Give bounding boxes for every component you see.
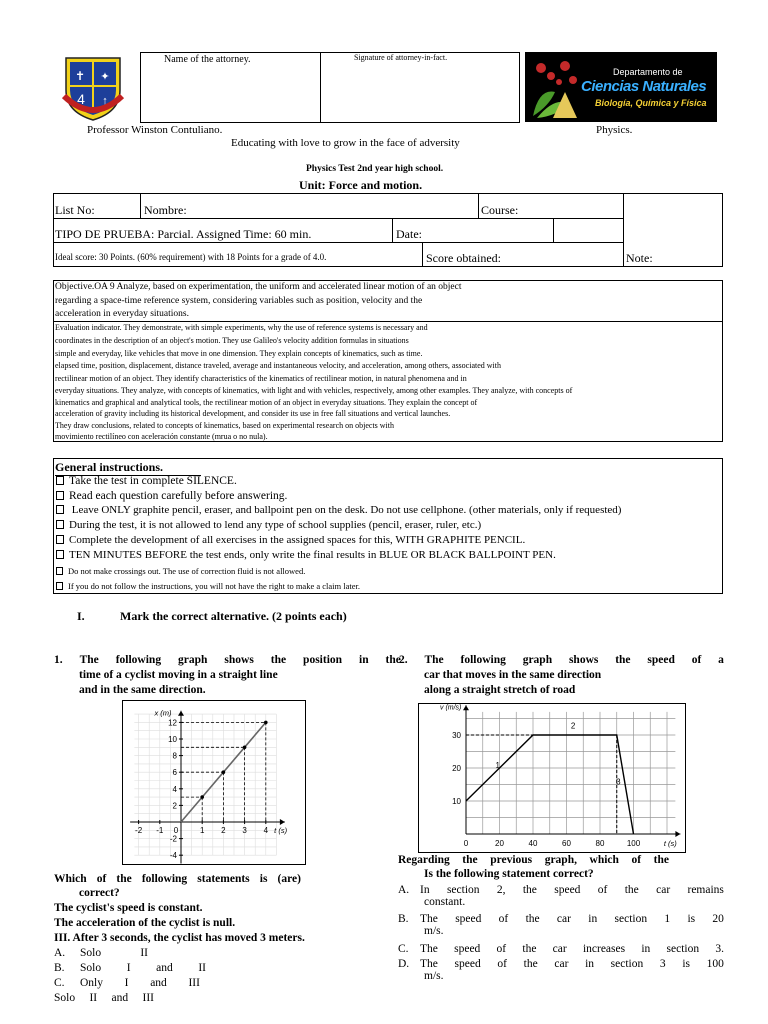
dept-line1: Departamento de: [613, 67, 683, 77]
q1-option[interactable]: [54, 977, 200, 989]
section-label: 1: [495, 761, 500, 770]
q2-word: of: [691, 654, 702, 666]
x-tick-label: 60: [562, 839, 571, 848]
q2-stem-word: graph,: [544, 854, 577, 866]
y-tick-label: 8: [172, 751, 177, 761]
evaluation-line-6: everyday situations. They analyze, with concepts of kinematics, with light and with vehicles, respectively, among other examples. They analyze, with concepts of: [55, 386, 573, 395]
subject-name: Physics.: [596, 124, 633, 136]
option-word: speed: [554, 884, 581, 896]
q1-line1: [54, 654, 401, 666]
x-axis-label: t (s): [274, 826, 288, 835]
q2-word: The: [424, 654, 444, 666]
x-tick-label: 2: [221, 826, 226, 835]
option-word: III: [188, 977, 200, 989]
x-tick-label: 80: [595, 839, 605, 848]
option-letter: B.: [398, 913, 409, 925]
score-obtained-label: Score obtained:: [426, 251, 501, 265]
option-word: of: [498, 913, 509, 925]
q2-word: the: [615, 654, 631, 666]
q1-statement-1: The cyclist's speed is constant.: [54, 902, 203, 914]
q2-word: speed: [647, 654, 675, 666]
instruction-item: During the test, it is not allowed to lend any type of school supplies (pencil, eraser, ruler, etc.): [56, 519, 481, 531]
option-word: car: [554, 958, 569, 970]
option-word: 1: [664, 913, 671, 925]
velocity-time-chart: [418, 703, 686, 853]
q1-stem-word: (are): [277, 873, 301, 885]
q1-line2: time of a cyclist moving in a straight line: [79, 669, 278, 681]
option-word: the: [523, 958, 538, 970]
option-word: Solo: [80, 947, 102, 959]
nombre-label: Nombre:: [144, 203, 187, 217]
option-word: and: [156, 962, 173, 974]
section-number: I.: [77, 609, 85, 623]
option-word: Solo: [54, 992, 76, 1004]
q1-stem-word: the: [116, 873, 132, 885]
option-word: II: [89, 992, 98, 1004]
option-letter: D.: [398, 958, 410, 970]
q2-stem-line1: [398, 854, 669, 866]
option-continuation: m/s.: [424, 925, 444, 937]
option-word: section: [614, 913, 648, 925]
checkbox-icon: [56, 520, 64, 529]
q1-word: the: [385, 654, 401, 666]
option-word: II: [140, 947, 148, 959]
instruction-item: TEN MINUTES BEFORE the test ends, only write the final results in BLUE OR BLACK BALLPOINT PEN.: [56, 549, 556, 561]
professor-name: Professor Winston Contuliano.: [87, 124, 223, 136]
option-word: section: [610, 958, 644, 970]
q1-stem-word: following: [141, 873, 188, 885]
option-word: 3: [659, 958, 666, 970]
x-tick-label: 4: [263, 826, 269, 835]
q1-option[interactable]: [54, 962, 206, 974]
q2-word: graph: [522, 654, 553, 666]
option-word: In: [420, 884, 430, 896]
checkbox-icon: [56, 582, 63, 590]
option-letter: A.: [54, 947, 66, 959]
option-word: section: [446, 884, 480, 896]
q2-stem-word: Regarding: [398, 854, 450, 866]
x-tick-label: 20: [495, 839, 504, 848]
option-word: 3.: [715, 943, 724, 955]
objective-line-2: regarding a space-time reference system, considering variables such as position, velocity and the: [55, 296, 423, 306]
q2-stem-word: the: [462, 854, 478, 866]
evaluation-line-3: simple and everyday, like vehicles that move in one dimension. They explain concepts of kinematics, such as time.: [55, 349, 423, 358]
option-word: speed: [454, 958, 481, 970]
q1-statement-3: III. After 3 seconds, the cyclist has moved 3 meters.: [54, 932, 305, 944]
x-tick-label: 3: [242, 826, 247, 835]
instruction-item: Read each question carefully before answering.: [56, 490, 287, 502]
evaluation-line-5: rectilinear motion of an object. They identify characteristics of the kinematics of rectilinear motion, in natural phenomena and in: [55, 374, 467, 383]
q1-word: The: [79, 654, 99, 666]
y-tick-label: 10: [452, 797, 461, 806]
data-point: [222, 770, 226, 774]
option-word: the: [525, 913, 540, 925]
option-word: is: [687, 913, 696, 925]
q2-stem-word: previous: [490, 854, 533, 866]
data-point: [200, 795, 204, 799]
checkbox-icon: [56, 550, 64, 559]
q2-word: 2.: [399, 654, 408, 666]
option-word: of: [496, 943, 507, 955]
q2-stem-word: which: [589, 854, 619, 866]
q1-option[interactable]: [54, 992, 154, 1004]
chart-frame: [419, 704, 686, 853]
attorney-signature-label: Signature of attorney-in-fact.: [354, 53, 448, 62]
list-no-label: List No:: [55, 203, 95, 217]
option-word: the: [624, 884, 639, 896]
y-tick-label: -2: [169, 834, 177, 844]
svg-text:↑: ↑: [102, 95, 108, 107]
option-word: of: [497, 958, 507, 970]
evaluation-line-10: movimiento rectilíneo con aceleración constante (mrua o no nula).: [55, 432, 268, 441]
evaluation-line-9: They draw conclusions, related to concepts of kinematics, based on experimental research on objects with: [55, 421, 394, 430]
option-continuation: m/s.: [424, 970, 444, 982]
checkbox-icon: [56, 476, 64, 485]
x-tick-label: -2: [135, 826, 143, 835]
evaluation-line-4: elapsed time, position, displacement, distance traveled, average and instantaneous velocity, and acceleration, among others, associated with: [55, 361, 501, 370]
option-word: speed: [455, 913, 482, 925]
q1-word: in: [359, 654, 369, 666]
q1-stem-word: is: [259, 873, 268, 885]
option-continuation: constant.: [424, 896, 466, 908]
q2-word: shows: [568, 654, 599, 666]
option-word: and: [111, 992, 129, 1004]
q2-word: following: [460, 654, 506, 666]
q2-line1: [399, 654, 724, 666]
option-word: section: [666, 943, 700, 955]
objective-line-1: Objective.OA 9 Analyze, based on experimentation, the uniform and accelerated linear motion of an object: [55, 282, 462, 292]
y-tick-label: 4: [172, 784, 177, 794]
section-label: 3: [616, 777, 621, 787]
q1-stem-word: statements: [197, 873, 250, 885]
instruction-item: Take the test in complete SILENCE.: [56, 475, 237, 487]
y-tick-label: -4: [169, 851, 177, 861]
option-word: the: [522, 943, 537, 955]
option-word: speed: [454, 943, 481, 955]
data-point: [243, 746, 247, 750]
motto: Educating with love to grow in the face of adversity: [231, 137, 460, 149]
q1-stem-word: Which: [54, 873, 87, 885]
position-time-chart: [122, 700, 306, 865]
option-word: 100: [706, 958, 724, 970]
date-label: Date:: [396, 227, 422, 241]
option-word: III: [142, 992, 154, 1004]
svg-text:✦: ✦: [100, 71, 110, 83]
y-tick-label: 2: [172, 801, 177, 811]
q2-line3: along a straight stretch of road: [424, 684, 576, 696]
option-word: in: [585, 958, 595, 970]
data-point: [264, 721, 268, 725]
instruction-item-small: If you do not follow the instructions, you will not have the right to make a claim later.: [56, 581, 360, 591]
x-axis-label: t (s): [663, 839, 677, 848]
instruction-item-small: Do not make crossings out. The use of correction fluid is not allowed.: [56, 566, 305, 576]
objective-line-3: acceleration in everyday situations.: [55, 309, 190, 319]
option-letter: B.: [54, 962, 65, 974]
q2-word: a: [718, 654, 724, 666]
x-tick-label: 1: [199, 826, 205, 835]
q1-word: shows: [224, 654, 254, 666]
q2-stem-word: of: [631, 854, 642, 866]
checkbox-icon: [56, 535, 64, 544]
attorney-name-label: Name of the attorney.: [164, 54, 251, 65]
y-tick-label: 6: [172, 768, 177, 778]
option-letter: A.: [398, 884, 410, 896]
option-word: The: [420, 958, 438, 970]
q1-word: following: [115, 654, 162, 666]
option-word: Only: [80, 977, 103, 989]
instruction-item: Leave ONLY graphite pencil, eraser, and ballpoint pen on the desk. Do not use cellphone. (other materials, only if requested): [56, 504, 621, 516]
dept-line3: Biología, Química y Física: [595, 98, 707, 108]
option-word: car: [556, 913, 571, 925]
option-word: increases: [582, 943, 626, 955]
x-tick-label: 0: [463, 839, 469, 848]
q2-line2: car that moves in the same direction: [424, 669, 602, 681]
option-word: remains: [687, 884, 724, 896]
option-word: II: [198, 962, 206, 974]
q1-option[interactable]: [54, 947, 148, 959]
checkbox-icon: [56, 505, 64, 514]
q1-word: 1.: [54, 654, 63, 666]
instructions-title: General instructions.: [55, 460, 201, 476]
y-axis-label: v (m/s): [440, 704, 462, 712]
option-word: of: [597, 884, 608, 896]
option-letter: C.: [54, 977, 65, 989]
q1-line3: and in the same direction.: [79, 684, 206, 696]
evaluation-line-8: acceleration of gravity including its historical development, and consider its use in free fall situations and vertical launches.: [55, 409, 451, 418]
x-tick-label: 100: [626, 839, 641, 848]
option-word: I: [126, 962, 131, 974]
option-word: 20: [712, 913, 724, 925]
q2-stem-line2: Is the following statement correct?: [424, 868, 594, 880]
evaluation-line-7: kinematics and graphical and analytical tools, the rectilinear motion of an object in everyday situations. They explain the concept of: [55, 398, 478, 407]
option-word: 2,: [496, 884, 506, 896]
evaluation-line-2: coordinates in the description of an object's motion. They use Galileo's velocity addition formulas in situations: [55, 336, 409, 345]
q2-option[interactable]: [398, 884, 724, 908]
q2-option[interactable]: [398, 913, 724, 937]
ideal-score-text: Ideal score: 30 Points. (60% requirement) with 18 Points for a grade of 4.0.: [55, 252, 327, 262]
svg-text:✝: ✝: [74, 69, 86, 83]
school-logo: [60, 52, 126, 122]
q1-word: the: [270, 654, 287, 666]
y-tick-label: 10: [168, 735, 177, 744]
option-word: The: [420, 913, 438, 925]
y-tick-label: 20: [452, 764, 461, 773]
department-logo: [525, 52, 717, 122]
y-tick-label: 30: [452, 731, 461, 740]
option-word: I: [124, 977, 129, 989]
q2-stem-word: the: [653, 854, 669, 866]
y-tick-label: 12: [168, 718, 177, 728]
q1-stem-word: of: [96, 873, 107, 885]
course-label: Course:: [481, 203, 519, 217]
q1-statement-2: The acceleration of the cyclist is null.: [54, 917, 236, 929]
checkbox-icon: [56, 491, 64, 500]
option-word: The: [420, 943, 438, 955]
option-word: the: [522, 884, 537, 896]
option-word: car: [656, 884, 671, 896]
instruction-item: Complete the development of all exercises in the assigned spaces for this, WITH GRAPHITE PENCIL.: [56, 534, 525, 546]
tipo-prueba-label: TIPO DE PRUEBA: Parcial. Assigned Time: 60 min.: [55, 227, 312, 241]
q2-option[interactable]: [398, 958, 724, 982]
test-title: Physics Test 2nd year high school.: [306, 164, 444, 174]
unit-title: Unit: Force and motion.: [299, 178, 423, 192]
x-tick-label: -1: [156, 826, 164, 835]
q1-word: position: [303, 654, 343, 666]
evaluation-line-1: Evaluation indicator. They demonstrate, with simple experiments, why the use of reference systems is necessary and: [55, 323, 428, 332]
svg-text:4: 4: [77, 91, 85, 107]
q1-stem-line2: correct?: [79, 887, 120, 899]
section-title: Mark the correct alternative. (2 points each): [120, 609, 347, 623]
option-word: is: [682, 958, 690, 970]
q2-option[interactable]: [398, 943, 724, 955]
dept-line2: Ciencias Naturales: [581, 78, 707, 95]
y-axis-label: x (m): [154, 708, 172, 718]
option-word: in: [641, 943, 651, 955]
option-word: and: [150, 977, 167, 989]
option-word: car: [552, 943, 567, 955]
option-word: in: [588, 913, 598, 925]
q1-word: graph: [178, 654, 208, 666]
checkbox-icon: [56, 567, 63, 575]
section-label: 2: [570, 721, 576, 731]
q1-stem-line1: [54, 873, 301, 885]
note-label: Note:: [626, 251, 653, 265]
x-tick-label: 40: [528, 839, 538, 848]
x-tick-label: 0: [173, 826, 179, 835]
option-word: Solo: [80, 962, 102, 974]
option-letter: C.: [398, 943, 409, 955]
